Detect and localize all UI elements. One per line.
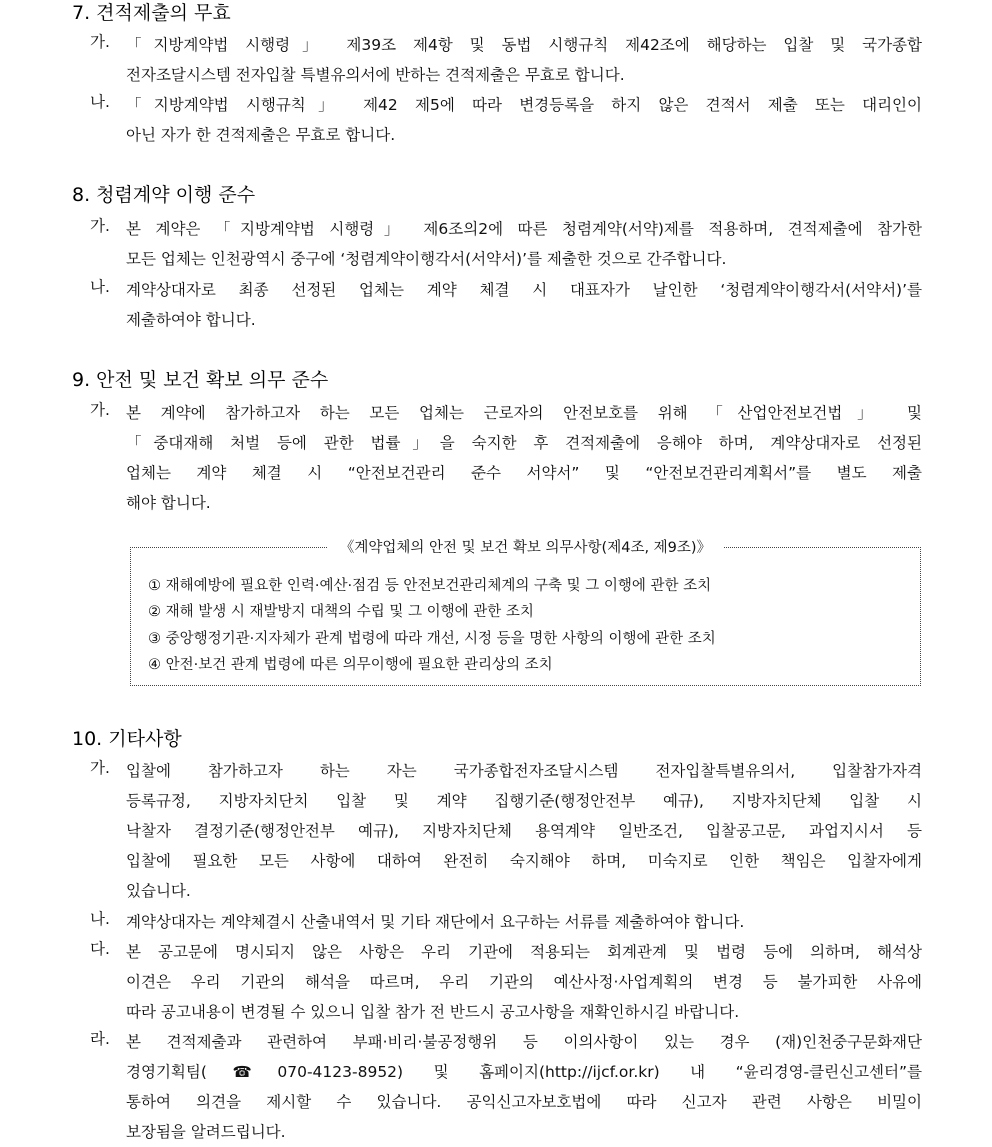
text-line: 계약상대자는 계약체결시 산출내역서 및 기타 재단에서 요구하는 서류를 제출하여야 합니다.: [126, 913, 745, 931]
section-heading-7: 7. 견적제출의 무효: [72, 2, 231, 24]
list-item: [90, 30, 922, 90]
list-item: [90, 1027, 922, 1147]
list-item: [90, 756, 922, 906]
text-line: 본 계약에 참가하고자 하는 모든 업체는 근로자의 안전보호를 위해 「산업안전보건법」 및: [126, 404, 922, 422]
text-line: 업체는 계약 체결 시 “안전보건관리 준수 서약서” 및 “안전보건관리계획서”를 별도 제출: [126, 464, 922, 482]
section-heading-10: 10. 기타사항: [72, 728, 182, 750]
item-marker: 나.: [90, 910, 110, 928]
text-line: 「지방계약법 시행령」 제39조 제4항 및 동법 시행규칙 제42조에 해당하는 입찰 및 국가종합: [126, 36, 922, 54]
item-marker: 다.: [90, 940, 110, 958]
item-marker: 가.: [90, 759, 110, 777]
text-line: 제출하여야 합니다.: [126, 311, 256, 329]
text-line: 전자조달시스템 전자입찰 특별유의서에 반하는 견적제출은 무효로 합니다.: [126, 66, 625, 84]
text-line: 본 견적제출과 관련하여 부패·비리·불공정행위 등 이의사항이 있는 경우 (재)인천중구문화재단: [126, 1033, 922, 1051]
text-line: 낙찰자 결정기준(행정안전부 예규), 지방자치단체 용역계약 일반조건, 입찰공고문, 과업지시서 등: [126, 822, 922, 840]
text-line: 통하여 의견을 제시할 수 있습니다. 공익신고자보호법에 따라 신고자 관련 사항은 비밀이: [126, 1093, 922, 1111]
text-line: 모든 업체는 인천광역시 중구에 ‘청렴계약이행각서(서약서)’를 제출한 것으로 간주합니다.: [126, 250, 727, 268]
text-line: 등록규정, 지방자치단치 입찰 및 계약 집행기준(행정안전부 예규), 지방자치단체 입찰 시: [126, 792, 922, 810]
box-list-item: ③ 중앙행정기관·지자체가 관계 법령에 따라 개선, 시정 등을 명한 사항의 이행에 관한 조치: [148, 631, 716, 647]
list-item: [90, 90, 922, 150]
box-list-item: ① 재해예방에 필요한 인력·예산·점검 등 안전보건관리체계의 구축 및 그 이행에 관한 조치: [148, 578, 712, 594]
item-marker: 가.: [90, 401, 110, 419]
list-item: [90, 937, 922, 1027]
text-line: 따라 공고내용이 변경될 수 있으니 입찰 참가 전 반드시 공고사항을 재확인하시길 바랍니다.: [126, 1003, 740, 1021]
item-marker: 나.: [90, 278, 110, 296]
box-title: [131, 538, 920, 558]
text-line: 해야 합니다.: [126, 494, 211, 512]
item-marker: 라.: [90, 1030, 110, 1048]
section-heading-8: 8. 청렴계약 이행 준수: [72, 184, 256, 206]
text-line: 본 공고문에 명시되지 않은 사항은 우리 기관에 적용되는 회계관계 및 법령 등에 의하며, 해석상: [126, 943, 922, 961]
box-list-item: ② 재해 발생 시 재발방지 대책의 수립 및 그 이행에 관한 조치: [148, 604, 534, 620]
list-item: [90, 907, 922, 937]
safety-obligations-box: [130, 540, 921, 686]
text-line: 「중대재해 처벌 등에 관한 법률」을 숙지한 후 견적제출에 응해야 하며, 계약상대자로 선정된: [126, 434, 922, 452]
box-list-item: ④ 안전·보건 관계 법령에 따른 의무이행에 필요한 관리상의 조치: [148, 657, 553, 673]
item-marker: 나.: [90, 93, 110, 111]
item-marker: 가.: [90, 217, 110, 235]
text-line: 입찰에 참가하고자 하는 자는 국가종합전자조달시스템 전자입찰특별유의서, 입찰참가자격: [126, 762, 922, 780]
section-heading-9: 9. 안전 및 보건 확보 의무 준수: [72, 369, 329, 391]
text-line: 입찰에 필요한 모든 사항에 대하여 완전히 숙지해야 하며, 미숙지로 인한 책임은 입찰자에게: [126, 852, 922, 870]
text-line: 이견은 우리 기관의 해석을 따르며, 우리 기관의 예산사정·사업계획의 변경 등 불가피한 사유에: [126, 973, 922, 991]
box-title-text: 《계약업체의 안전 및 보건 확보 의무사항(제4조, 제9조)》: [328, 540, 723, 556]
item-marker: 가.: [90, 33, 110, 51]
list-item: [90, 214, 922, 274]
text-line: 경영기획팀(☎070-4123-8952) 및 홈페이지(http://ijcf.or.kr) 내 “윤리경영-클린신고센터”를: [126, 1063, 922, 1081]
text-line: 보장됨을 알려드립니다.: [126, 1123, 286, 1141]
text-line: 본 계약은 「지방계약법 시행령」 제6조의2에 따른 청렴계약(서약)제를 적용하며, 견적제출에 참가한: [126, 220, 922, 238]
text-line: 계약상대자로 최종 선정된 업체는 계약 체결 시 대표자가 날인한 ‘청렴계약이행각서(서약서)’를: [126, 281, 922, 299]
text-line: 아닌 자가 한 견적제출은 무효로 합니다.: [126, 126, 396, 144]
list-item: [90, 275, 922, 335]
text-line: 있습니다.: [126, 882, 191, 900]
list-item: [90, 398, 922, 518]
text-line: 「지방계약법 시행규칙」 제42 제5에 따라 변경등록을 하지 않은 견적서 제출 또는 대리인이: [126, 96, 922, 114]
